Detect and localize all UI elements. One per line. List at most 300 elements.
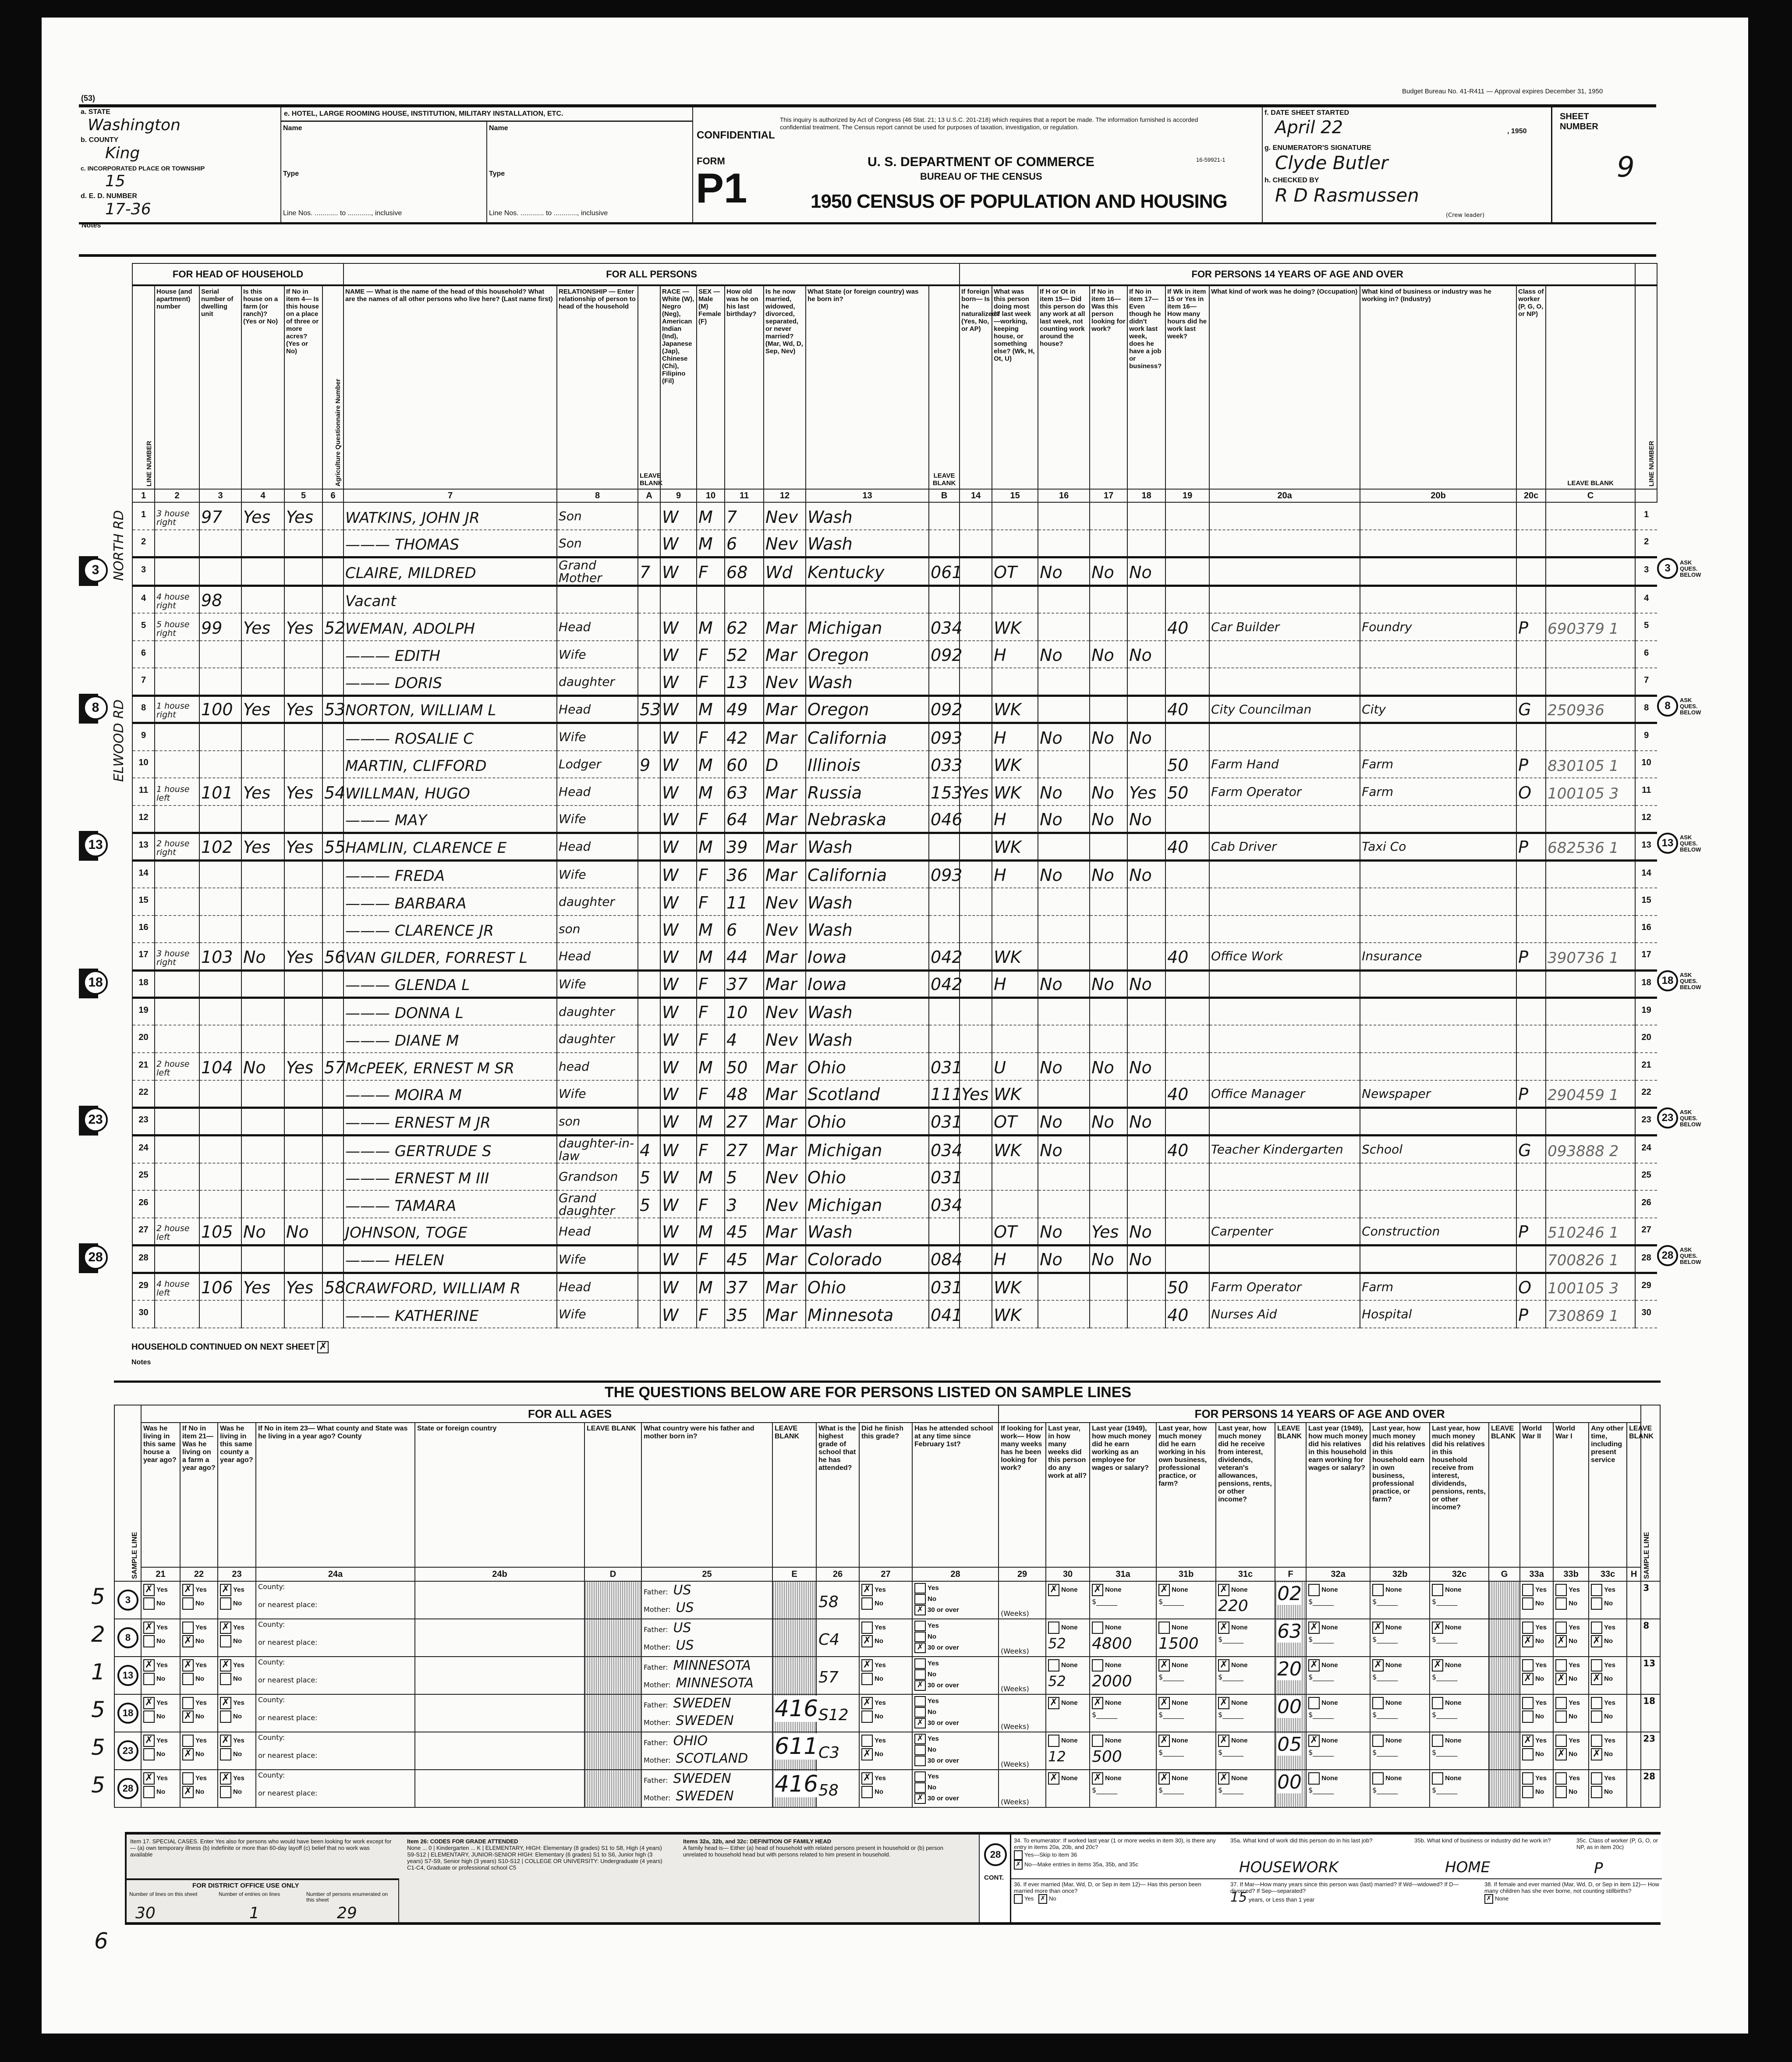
agriculture-questionnaire-cell[interactable]	[322, 1025, 344, 1053]
has-job-cell[interactable]	[1127, 778, 1165, 806]
activity-last-week-cell[interactable]	[992, 1025, 1038, 1053]
has-job-cell[interactable]	[1127, 613, 1165, 641]
q23-yes-option[interactable]	[220, 1584, 254, 1596]
q32c-none-checkbox[interactable]: ✗	[1432, 1659, 1443, 1672]
relationship-cell[interactable]	[557, 888, 638, 916]
line-number-cell[interactable]	[132, 1107, 155, 1135]
birthplace-cell[interactable]	[806, 943, 929, 970]
other-yes-option[interactable]	[1591, 1584, 1625, 1596]
q21-no-option[interactable]	[143, 1673, 178, 1685]
relationship-cell[interactable]	[557, 1080, 638, 1108]
line-number-right-cell[interactable]	[1635, 751, 1657, 778]
finish-no-checkbox[interactable]	[861, 1786, 873, 1798]
house-number-cell[interactable]	[155, 888, 199, 916]
line-number-cell[interactable]	[132, 1135, 155, 1163]
marital-status-cell[interactable]	[764, 1163, 806, 1191]
name-cell[interactable]	[344, 751, 557, 778]
q21-no-option[interactable]	[143, 1786, 178, 1798]
any-work-cell[interactable]	[1038, 1190, 1090, 1218]
birthplace-cell[interactable]	[806, 1135, 929, 1163]
line-number-cell[interactable]	[132, 778, 155, 806]
leave-blank-a-cell[interactable]	[638, 1107, 660, 1135]
looking-for-work-cell[interactable]	[1090, 778, 1127, 806]
any-work-cell[interactable]	[1038, 888, 1090, 916]
q32c-none-option[interactable]	[1432, 1697, 1487, 1709]
farm-cell[interactable]	[241, 1273, 284, 1300]
relationship-cell[interactable]	[557, 1300, 638, 1328]
name-cell[interactable]	[344, 668, 557, 696]
q23-yes-option[interactable]	[220, 1697, 254, 1709]
q32c-cell[interactable]	[1430, 1581, 1489, 1619]
finish-no-option[interactable]	[861, 1786, 910, 1798]
looking-for-work-cell[interactable]	[1090, 1163, 1127, 1191]
agriculture-questionnaire-cell[interactable]	[322, 696, 344, 723]
finish-yes-checkbox[interactable]: ✗	[861, 1772, 873, 1785]
industry-cell[interactable]	[1360, 557, 1516, 586]
birthplace-cell[interactable]	[806, 723, 929, 751]
q32b-cell[interactable]	[1370, 1581, 1430, 1619]
activity-last-week-cell[interactable]	[992, 888, 1038, 916]
sex-cell[interactable]	[697, 613, 725, 641]
hours-worked-cell[interactable]	[1165, 970, 1209, 998]
ww1-yes-checkbox[interactable]	[1555, 1584, 1567, 1596]
activity-last-week-cell[interactable]	[992, 1080, 1038, 1108]
w31a-cell[interactable]	[1090, 1732, 1156, 1770]
q32c-none-checkbox[interactable]	[1432, 1735, 1443, 1747]
occupation-cell[interactable]	[1209, 778, 1360, 806]
age-cell[interactable]	[725, 1273, 764, 1300]
q23-yes-checkbox[interactable]: ✗	[220, 1772, 231, 1785]
ww2-service-cell[interactable]	[1520, 1694, 1553, 1732]
class-of-worker-cell[interactable]	[1516, 1107, 1546, 1135]
name-cell[interactable]	[344, 998, 557, 1026]
birthplace-cell[interactable]	[806, 970, 929, 998]
industry-cell[interactable]	[1360, 998, 1516, 1026]
class-of-worker-cell[interactable]	[1516, 1300, 1546, 1328]
weeks-worked-cell[interactable]	[1046, 1694, 1090, 1732]
age-cell[interactable]	[725, 530, 764, 557]
leave-blank-c-cell[interactable]	[1546, 943, 1635, 970]
q32a-none-option[interactable]	[1308, 1659, 1368, 1672]
looking-for-work-cell[interactable]	[1090, 1025, 1127, 1053]
line-number-right-cell[interactable]	[1635, 1053, 1657, 1080]
has-job-cell[interactable]	[1127, 1025, 1165, 1053]
ww2-no-option[interactable]	[1522, 1673, 1551, 1685]
farm-cell[interactable]	[241, 751, 284, 778]
attend-no-checkbox[interactable]	[914, 1594, 926, 1604]
leave-blank-b-cell[interactable]	[929, 751, 963, 778]
has-job-cell[interactable]	[1127, 1190, 1165, 1218]
serial-number-cell[interactable]	[199, 668, 241, 696]
q32a-none-checkbox[interactable]: ✗	[1308, 1659, 1320, 1672]
hours-worked-cell[interactable]	[1165, 1300, 1209, 1328]
class-of-worker-cell[interactable]	[1516, 833, 1546, 861]
ww1-service-cell[interactable]	[1553, 1657, 1589, 1694]
line-number-cell[interactable]	[132, 1080, 155, 1108]
grade-cell[interactable]	[816, 1657, 859, 1694]
hours-worked-cell[interactable]	[1165, 1135, 1209, 1163]
w31b-cell[interactable]	[1156, 1770, 1216, 1807]
looking-for-work-cell[interactable]	[1090, 1218, 1127, 1246]
house-number-cell[interactable]	[155, 806, 199, 833]
industry-cell[interactable]	[1360, 641, 1516, 668]
agriculture-questionnaire-cell[interactable]	[322, 1218, 344, 1246]
hours-worked-cell[interactable]	[1165, 530, 1209, 557]
grade-cell[interactable]	[816, 1694, 859, 1732]
occupation-cell[interactable]	[1209, 641, 1360, 668]
acres-cell[interactable]	[284, 613, 322, 641]
serial-number-cell[interactable]	[199, 502, 241, 530]
attended-school-cell[interactable]	[912, 1619, 999, 1657]
leave-blank-b-cell[interactable]	[929, 888, 960, 916]
attend-yes-checkbox[interactable]	[914, 1696, 926, 1707]
w31b-none-checkbox[interactable]: ✗	[1158, 1772, 1170, 1785]
finish-yes-checkbox[interactable]: ✗	[861, 1659, 873, 1672]
class-of-worker-cell[interactable]	[1516, 998, 1546, 1026]
naturalized-cell[interactable]	[960, 1025, 992, 1053]
q23-cell[interactable]	[218, 1657, 256, 1694]
any-work-cell[interactable]	[1038, 970, 1090, 998]
marital-status-cell[interactable]	[764, 888, 806, 916]
attend-no-checkbox[interactable]	[914, 1669, 926, 1680]
q21-cell[interactable]	[141, 1581, 180, 1619]
farm-cell[interactable]	[241, 888, 284, 916]
naturalized-cell[interactable]	[960, 530, 992, 557]
leave-blank-c-cell[interactable]	[1546, 888, 1635, 916]
agriculture-questionnaire-cell[interactable]	[322, 668, 344, 696]
relationship-cell[interactable]	[557, 1053, 638, 1080]
q23-no-checkbox[interactable]	[220, 1597, 231, 1610]
occupation-cell[interactable]	[1209, 1273, 1360, 1300]
q32c-cell[interactable]	[1430, 1657, 1489, 1694]
race-cell[interactable]	[660, 998, 697, 1026]
birthplace-cell[interactable]	[806, 696, 929, 723]
naturalized-cell[interactable]	[960, 668, 992, 696]
has-job-cell[interactable]	[1127, 1246, 1165, 1273]
class-of-worker-cell[interactable]	[1516, 1135, 1546, 1163]
q21-yes-option[interactable]	[143, 1772, 178, 1785]
age-cell[interactable]	[725, 1053, 764, 1080]
occupation-cell[interactable]	[1209, 806, 1360, 833]
sex-cell[interactable]	[697, 1163, 725, 1191]
q21-no-option[interactable]	[143, 1711, 178, 1723]
serial-number-cell[interactable]	[199, 1025, 241, 1053]
state-cell[interactable]	[415, 1694, 584, 1732]
industry-cell[interactable]	[1360, 502, 1516, 530]
sex-cell[interactable]	[697, 696, 725, 723]
house-number-cell[interactable]	[155, 916, 199, 943]
serial-number-cell[interactable]	[199, 613, 241, 641]
acres-cell[interactable]	[284, 888, 322, 916]
finish-no-option[interactable]	[861, 1597, 910, 1610]
acres-cell[interactable]	[284, 860, 322, 888]
ww2-yes-checkbox[interactable]: ✗	[1522, 1735, 1533, 1747]
birthplace-cell[interactable]	[806, 530, 929, 557]
marital-status-cell[interactable]	[764, 970, 806, 998]
q32b-cell[interactable]	[1370, 1694, 1430, 1732]
line-number-right-cell[interactable]	[1635, 696, 1657, 723]
house-number-cell[interactable]	[155, 943, 199, 970]
class-of-worker-cell[interactable]	[1516, 860, 1546, 888]
attend-thirty-option[interactable]	[914, 1605, 996, 1615]
industry-cell[interactable]	[1360, 1080, 1516, 1108]
naturalized-cell[interactable]	[960, 613, 992, 641]
w31b-none-option[interactable]	[1158, 1584, 1214, 1596]
race-cell[interactable]	[660, 696, 697, 723]
q32c-none-option[interactable]	[1432, 1659, 1487, 1672]
industry-cell[interactable]	[1360, 696, 1516, 723]
acres-cell[interactable]	[284, 751, 322, 778]
birthplace-cell[interactable]	[806, 641, 929, 668]
leave-blank-a-cell[interactable]	[638, 998, 660, 1026]
w31b-none-option[interactable]	[1158, 1772, 1214, 1785]
line-number-right-cell[interactable]	[1635, 586, 1657, 613]
birthplace-cell[interactable]	[806, 998, 929, 1026]
farm-cell[interactable]	[241, 502, 284, 530]
line-number-right-cell[interactable]	[1635, 778, 1657, 806]
leave-blank-a-cell[interactable]	[638, 806, 660, 833]
attend-yes-checkbox[interactable]	[914, 1583, 926, 1594]
other-no-option[interactable]	[1591, 1786, 1625, 1798]
farm-cell[interactable]	[241, 1025, 284, 1053]
hours-worked-cell[interactable]	[1165, 586, 1209, 613]
activity-last-week-cell[interactable]	[992, 916, 1038, 943]
relationship-cell[interactable]	[557, 833, 638, 861]
sex-cell[interactable]	[697, 1025, 725, 1053]
w31a-none-checkbox[interactable]: ✗	[1092, 1772, 1103, 1785]
name-cell[interactable]	[344, 888, 557, 916]
w31a-none-option[interactable]	[1092, 1622, 1154, 1634]
w31a-none-option[interactable]	[1092, 1735, 1154, 1747]
other-yes-checkbox[interactable]	[1591, 1772, 1602, 1785]
line-number-cell[interactable]	[132, 668, 155, 696]
other-yes-option[interactable]	[1591, 1735, 1625, 1747]
ww2-service-cell[interactable]	[1520, 1581, 1553, 1619]
w31c-cell[interactable]	[1216, 1657, 1275, 1694]
line-number-right-cell[interactable]	[1635, 1025, 1657, 1053]
any-work-cell[interactable]	[1038, 916, 1090, 943]
activity-last-week-cell[interactable]	[992, 696, 1038, 723]
age-cell[interactable]	[725, 888, 764, 916]
birthplace-cell[interactable]	[806, 860, 929, 888]
name-cell[interactable]	[344, 943, 557, 970]
leave-blank-c-cell[interactable]	[1546, 1107, 1635, 1135]
occupation-cell[interactable]	[1209, 998, 1360, 1026]
weeks-none-checkbox[interactable]: ✗	[1048, 1697, 1059, 1709]
weeks-looking-cell[interactable]	[999, 1581, 1046, 1619]
attend-thirty-checkbox[interactable]: ✗	[914, 1680, 926, 1691]
county-cell[interactable]	[256, 1619, 415, 1657]
sex-cell[interactable]	[697, 1107, 725, 1135]
q23-no-checkbox[interactable]	[220, 1673, 231, 1685]
attend-no-option[interactable]	[914, 1632, 996, 1642]
occupation-cell[interactable]	[1209, 613, 1360, 641]
marital-status-cell[interactable]	[764, 1135, 806, 1163]
race-cell[interactable]	[660, 502, 697, 530]
leave-blank-a-cell[interactable]	[638, 1053, 660, 1080]
ww2-no-option[interactable]	[1522, 1635, 1551, 1647]
any-work-cell[interactable]	[1038, 1135, 1090, 1163]
acres-cell[interactable]	[284, 1218, 322, 1246]
name-cell[interactable]	[344, 1246, 557, 1273]
weeks-none-option[interactable]	[1048, 1622, 1087, 1634]
agriculture-questionnaire-cell[interactable]	[322, 806, 344, 833]
name-cell[interactable]	[344, 970, 557, 998]
q32b-none-option[interactable]	[1372, 1772, 1427, 1785]
weeks-none-option[interactable]	[1048, 1697, 1087, 1709]
industry-cell[interactable]	[1360, 778, 1516, 806]
ww2-yes-option[interactable]	[1522, 1735, 1551, 1747]
line-number-cell[interactable]	[132, 1025, 155, 1053]
line-number-right-cell[interactable]	[1635, 1190, 1657, 1218]
sex-cell[interactable]	[697, 860, 725, 888]
q32a-none-checkbox[interactable]: ✗	[1308, 1622, 1320, 1634]
birthplace-cell[interactable]	[806, 1246, 929, 1273]
acres-cell[interactable]	[284, 1163, 322, 1191]
industry-cell[interactable]	[1360, 723, 1516, 751]
marital-status-cell[interactable]	[764, 998, 806, 1026]
race-cell[interactable]	[660, 530, 697, 557]
occupation-cell[interactable]	[1209, 586, 1360, 613]
q32a-none-option[interactable]	[1308, 1772, 1368, 1785]
finished-grade-cell[interactable]	[859, 1619, 912, 1657]
house-number-cell[interactable]	[155, 970, 199, 998]
q23-cell[interactable]	[218, 1581, 256, 1619]
other-no-checkbox[interactable]	[1591, 1786, 1602, 1798]
name-cell[interactable]	[344, 1107, 557, 1135]
has-job-cell[interactable]	[1127, 530, 1165, 557]
agriculture-questionnaire-cell[interactable]	[322, 1246, 344, 1273]
activity-last-week-cell[interactable]	[992, 751, 1038, 778]
ww2-no-checkbox[interactable]: ✗	[1522, 1673, 1533, 1685]
other-yes-option[interactable]	[1591, 1622, 1625, 1634]
q32c-none-checkbox[interactable]	[1432, 1697, 1443, 1709]
attend-thirty-option[interactable]	[914, 1756, 996, 1766]
serial-number-cell[interactable]	[199, 557, 241, 586]
house-number-cell[interactable]	[155, 1053, 199, 1080]
q34-option-no[interactable]	[1014, 1860, 1224, 1870]
class-of-worker-cell[interactable]	[1516, 641, 1546, 668]
farm-cell[interactable]	[241, 1246, 284, 1273]
race-cell[interactable]	[660, 1080, 697, 1108]
q21-yes-checkbox[interactable]: ✗	[143, 1622, 155, 1634]
finish-no-checkbox[interactable]	[861, 1597, 873, 1610]
marital-status-cell[interactable]	[764, 1218, 806, 1246]
q23-yes-option[interactable]	[220, 1772, 254, 1785]
occupation-cell[interactable]	[1209, 833, 1360, 861]
w31b-none-option[interactable]	[1158, 1622, 1214, 1634]
occupation-cell[interactable]	[1209, 696, 1360, 723]
marital-status-cell[interactable]	[764, 1246, 806, 1273]
leave-blank-b-cell[interactable]	[929, 806, 963, 833]
q32b-none-checkbox[interactable]	[1372, 1697, 1384, 1709]
parents-birthplace-cell[interactable]	[641, 1694, 772, 1732]
q23-cell[interactable]	[218, 1694, 256, 1732]
birthplace-cell[interactable]	[806, 751, 929, 778]
acres-cell[interactable]	[284, 998, 322, 1026]
ww2-service-cell[interactable]	[1520, 1732, 1553, 1770]
marital-status-cell[interactable]	[764, 943, 806, 970]
has-job-cell[interactable]	[1127, 751, 1165, 778]
age-cell[interactable]	[725, 916, 764, 943]
leave-blank-a-cell[interactable]	[638, 778, 660, 806]
w31b-cell[interactable]	[1156, 1694, 1216, 1732]
other-service-cell[interactable]	[1589, 1581, 1627, 1619]
q36-yes-checkbox[interactable]	[1014, 1894, 1023, 1904]
class-of-worker-cell[interactable]	[1516, 1080, 1546, 1108]
race-cell[interactable]	[660, 833, 697, 861]
occupation-cell[interactable]	[1209, 1053, 1360, 1080]
q21-no-checkbox[interactable]	[143, 1635, 155, 1647]
county-cell[interactable]	[256, 1770, 415, 1807]
leave-blank-c-cell[interactable]	[1546, 751, 1635, 778]
acres-cell[interactable]	[284, 970, 322, 998]
name-cell[interactable]	[344, 806, 557, 833]
hours-worked-cell[interactable]	[1165, 641, 1209, 668]
naturalized-cell[interactable]	[960, 1163, 992, 1191]
occupation-cell[interactable]	[1209, 916, 1360, 943]
q32a-none-checkbox[interactable]	[1308, 1772, 1320, 1785]
has-job-cell[interactable]	[1127, 1273, 1165, 1300]
occupation-cell[interactable]	[1209, 1107, 1360, 1135]
has-job-cell[interactable]	[1127, 806, 1165, 833]
q22-cell[interactable]	[180, 1581, 218, 1619]
leave-blank-c-cell[interactable]	[1546, 1135, 1635, 1163]
q32a-cell[interactable]	[1306, 1581, 1370, 1619]
q21-yes-option[interactable]	[143, 1735, 178, 1747]
sex-cell[interactable]	[697, 641, 725, 668]
sex-cell[interactable]	[697, 1053, 725, 1080]
line-number-cell[interactable]	[132, 641, 155, 668]
name-cell[interactable]	[344, 696, 557, 723]
industry-cell[interactable]	[1360, 1246, 1516, 1273]
q21-no-option[interactable]	[143, 1597, 178, 1610]
ww1-yes-option[interactable]	[1555, 1772, 1587, 1785]
w31a-none-option[interactable]	[1092, 1772, 1154, 1785]
naturalized-cell[interactable]	[960, 916, 992, 943]
w31a-none-option[interactable]	[1092, 1659, 1154, 1672]
house-number-cell[interactable]	[155, 696, 199, 723]
attend-thirty-option[interactable]	[914, 1643, 996, 1653]
w31b-none-checkbox[interactable]: ✗	[1158, 1697, 1170, 1709]
attend-thirty-option[interactable]	[914, 1793, 996, 1804]
age-cell[interactable]	[725, 778, 764, 806]
finish-no-option[interactable]	[861, 1711, 910, 1723]
has-job-cell[interactable]	[1127, 696, 1165, 723]
attend-no-option[interactable]	[914, 1707, 996, 1718]
ww2-service-cell[interactable]	[1520, 1619, 1553, 1657]
sex-cell[interactable]	[697, 668, 725, 696]
industry-cell[interactable]	[1360, 1300, 1516, 1328]
serial-number-cell[interactable]	[199, 888, 241, 916]
leave-blank-a-cell[interactable]	[638, 860, 660, 888]
has-job-cell[interactable]	[1127, 916, 1165, 943]
marital-status-cell[interactable]	[764, 1190, 806, 1218]
leave-blank-b-cell[interactable]	[929, 723, 963, 751]
line-number-right-cell[interactable]	[1635, 641, 1657, 668]
ww2-yes-option[interactable]	[1522, 1622, 1551, 1634]
race-cell[interactable]	[660, 723, 697, 751]
name-cell[interactable]	[344, 1080, 557, 1108]
hours-worked-cell[interactable]	[1165, 778, 1209, 806]
other-yes-checkbox[interactable]	[1591, 1735, 1602, 1747]
line-number-right-cell[interactable]	[1635, 613, 1657, 641]
line-number-right-cell[interactable]	[1635, 1163, 1657, 1191]
q32b-none-option[interactable]	[1372, 1697, 1427, 1709]
industry-cell[interactable]	[1360, 1025, 1516, 1053]
relationship-cell[interactable]	[557, 641, 638, 668]
occupation-cell[interactable]	[1209, 502, 1360, 530]
